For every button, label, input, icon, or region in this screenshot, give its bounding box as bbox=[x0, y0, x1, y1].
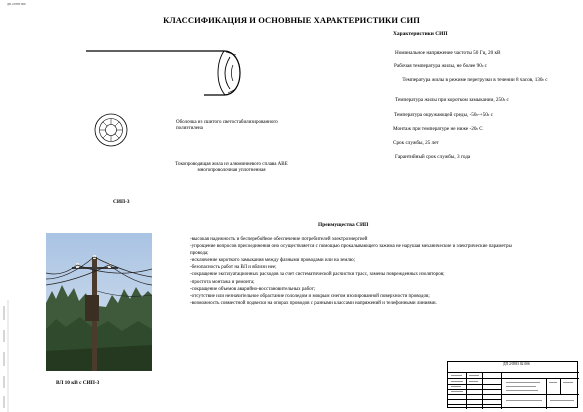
characteristic-item: Температура жилы при коротком замыкании, $250^0$ с bbox=[395, 97, 509, 103]
advantage-item: -сокращение эксплуатационных расходов за счет систематической расчистки трасс, замены поврежденных изоляторов; bbox=[190, 272, 445, 278]
advantage-item: -высокая надежность и бесперебойное обеспечение потребителей электроэнергией bbox=[190, 237, 368, 242]
characteristic-item: Рабочая температура жилы, не более $90^0$ с bbox=[394, 63, 487, 69]
advantage-item: -отсутствие или незначительное обрастание гололедом и мокрым снегом изолированной поверхности проводов; bbox=[190, 293, 430, 299]
photo-caption: ВЛ 10 кВ с СИП-3 bbox=[56, 380, 100, 386]
sheet-code-top: ДП 2/0583 006 bbox=[7, 2, 26, 6]
advantage-item: -сокращение объемов аварийно-восстановительных работ; bbox=[190, 286, 316, 292]
characteristic-item: Монтаж при температуре не ниже $-20^0$ С bbox=[393, 126, 483, 132]
drawing-frame-left-margin bbox=[0, 300, 9, 412]
page-title: КЛАССИФИКАЦИЯ И ОСНОВНЫЕ ХАРАКТЕРИСТИКИ СИП bbox=[163, 15, 420, 25]
characteristic-item: Температура окружающей среды, $-50^0-+50^0$ с bbox=[394, 112, 493, 118]
advantage-item: -простота монтажа и ремонта; bbox=[190, 279, 255, 285]
stamp-code: ДП 2/0583 02 006 bbox=[503, 362, 530, 366]
title-block-stamp bbox=[447, 361, 578, 408]
advantage-item: -упрощение вопросов присоединения оно осуществляется с помощью прокалывающего зажима не нарушая механические и электрические параметры провода; bbox=[190, 244, 512, 256]
characteristic-item: Гарантийный срок службы, 3 года bbox=[395, 154, 471, 160]
characteristic-item: Температура жилы в режиме перегрузки в течении 8 часов, $130^0$ с bbox=[402, 77, 548, 83]
characteristic-item: Номинальное напряжение частоты 50 Гц, 20 кВ bbox=[395, 50, 501, 56]
advantage-item: -возможность совместной подвески на опорах проводов с разными классами напряжений и телефонными линиями. bbox=[190, 301, 437, 307]
power-line-photo bbox=[46, 233, 152, 371]
cable-type-label: СИП-3 bbox=[113, 199, 130, 205]
characteristic-item: Срок службы, 25 лет bbox=[393, 140, 439, 146]
advantages-heading: Преимущества СИП bbox=[318, 222, 369, 228]
advantage-item: -исключение короткого замыкания между фазными проводами или на землю; bbox=[190, 257, 356, 263]
advantage-item: -безопасность работ на ВЛ и вблизи нее; bbox=[190, 265, 277, 271]
cable-cross-section-drawing bbox=[93, 112, 129, 148]
cable-side-drawing bbox=[84, 43, 254, 103]
sheath-label: Оболочка из сшитого светостабилизированного полиэтилена bbox=[176, 120, 278, 131]
core-label: Токопроводящая жила из алюминиевого сплава АВЕ многопроволочная уплотненная bbox=[175, 162, 288, 173]
characteristics-heading: Характеристики СИП bbox=[393, 31, 448, 37]
advantages-list bbox=[190, 237, 526, 308]
